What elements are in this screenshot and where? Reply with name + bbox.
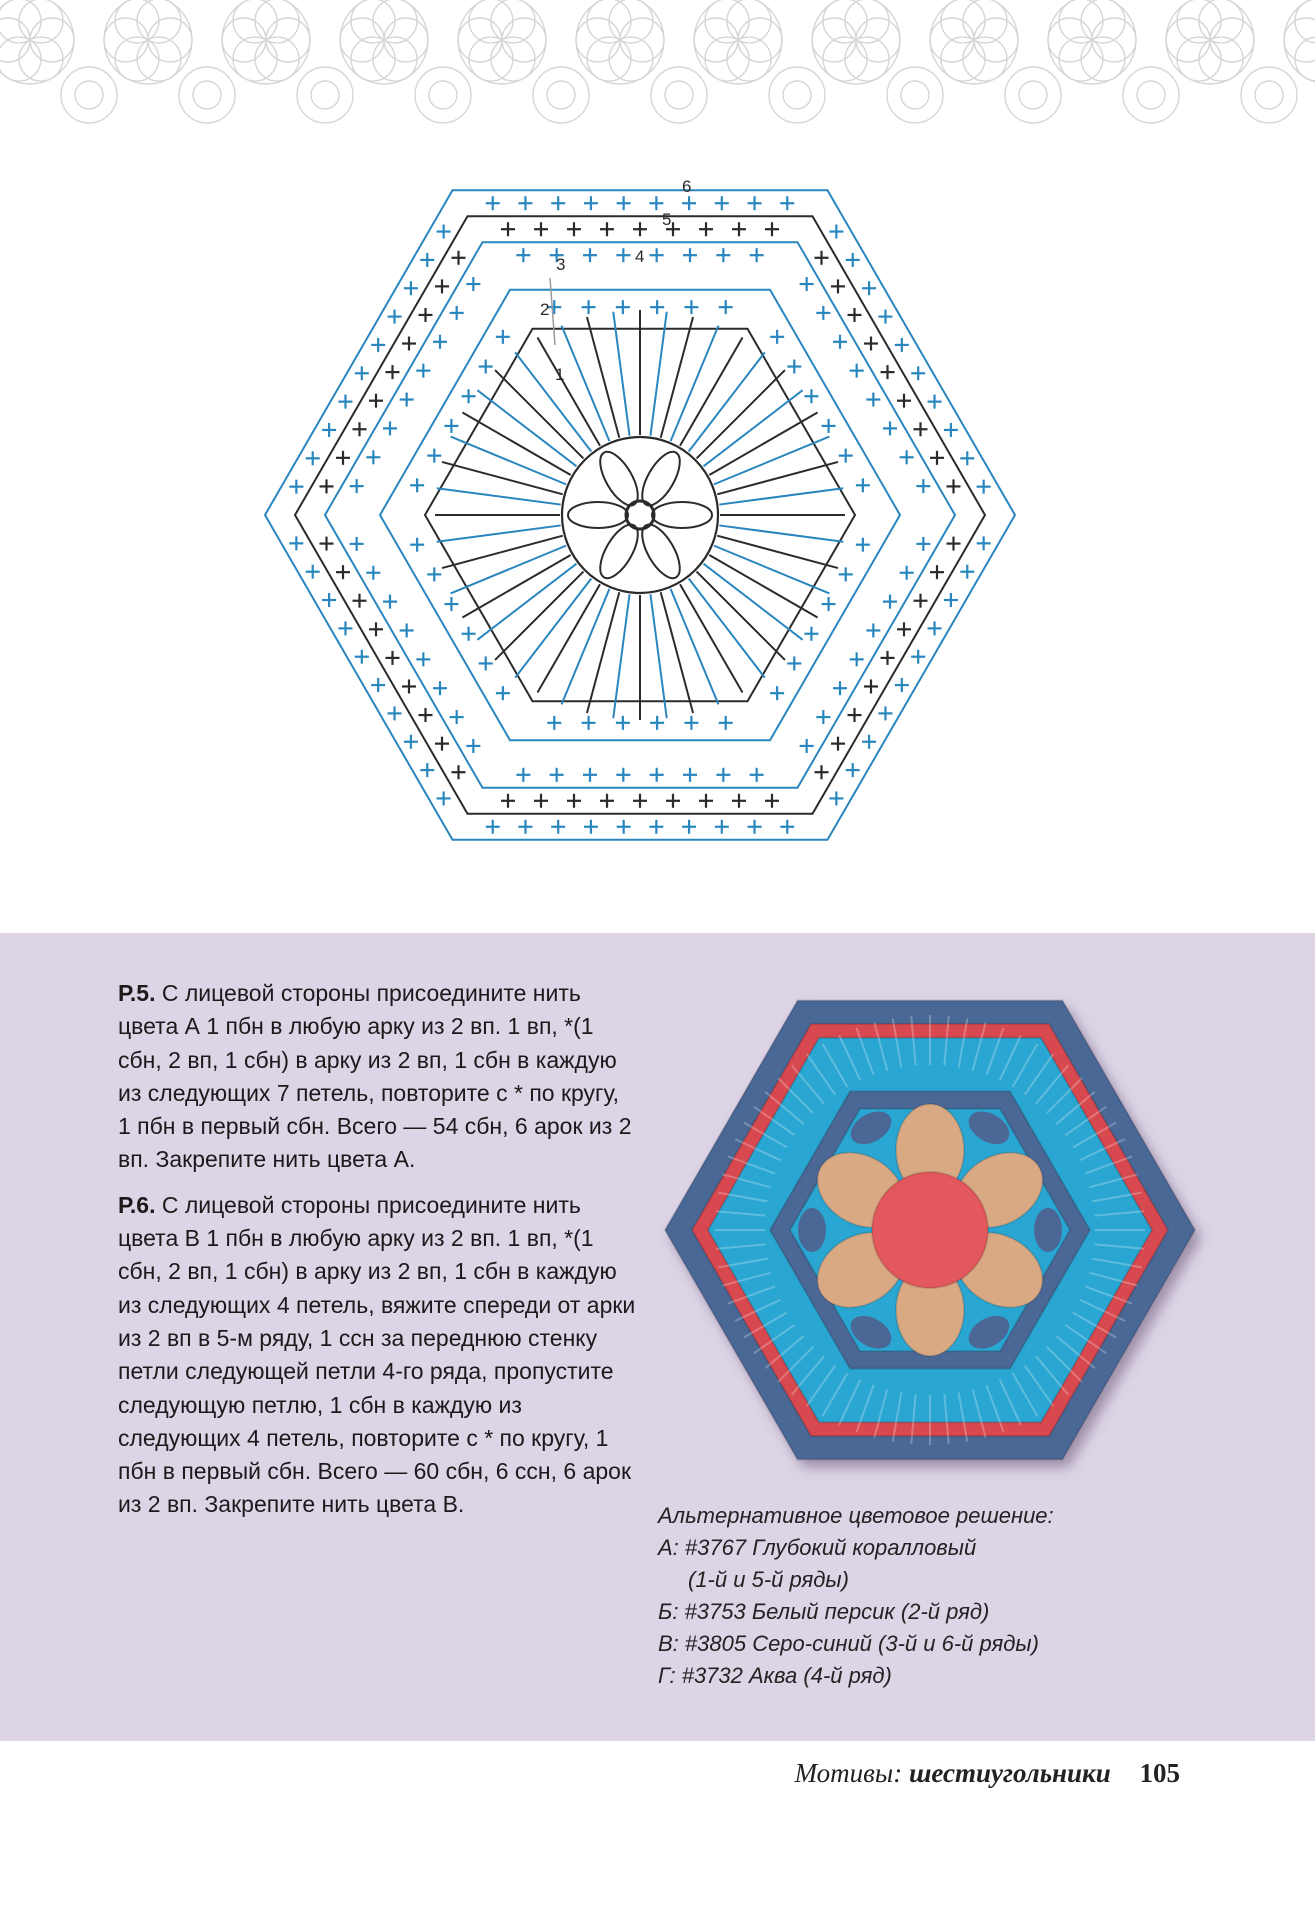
hexagon-chart-svg: [250, 170, 1030, 870]
row-number-label: 3: [556, 255, 566, 274]
row-number-label: 5: [662, 210, 672, 229]
decorative-lace-header: [0, 0, 1315, 128]
row-number-label: 4: [635, 247, 645, 266]
lace-pattern: [0, 0, 1315, 128]
row-number-label: 1: [555, 365, 565, 384]
lace-motifs: [0, 0, 1315, 123]
crocheted-hexagon-image: [640, 975, 1220, 1485]
alternative-line: Б: #3753 Белый персик (2-й ряд): [658, 1599, 990, 1624]
row-number-label: 6: [682, 177, 692, 196]
row-6-label: Р.6.: [118, 1191, 156, 1218]
row-5-text: С лицевой стороны присоедините нить цвета А 1 пбн в любую арку из 2 вп. 1 вп, *(1 сбн, 2 вп, 1 сбн) в арку из 2 вп, 1 сбн в каждую из следующих 7 петель, повторите с * по кругу, 1 пбн в первый сбн. Всего — 54 сбн, 6 арок из 2 вп. Закрепите нить цвета А.: [118, 980, 632, 1173]
alternative-line: (1-й и 5-й ряды): [688, 1567, 849, 1592]
row-6-instruction: [118, 1189, 638, 1522]
motif-photo: [640, 975, 1220, 1485]
footer-category: Мотивы:: [794, 1758, 903, 1788]
row-number-label: 2: [540, 300, 550, 319]
chart-center-ring: [562, 437, 718, 593]
alternative-line: А: #3767 Глубокий коралловый: [658, 1535, 977, 1560]
page-number: 105: [1139, 1758, 1180, 1788]
row-5-label: Р.5.: [118, 980, 156, 1006]
alternative-line: Г: #3732 Аква (4-й ряд): [658, 1663, 892, 1688]
crochet-chart: [250, 170, 1030, 870]
footer-section: шестиугольники: [908, 1758, 1111, 1788]
alternative-colorway: [658, 1500, 1218, 1692]
motif-center: [872, 1172, 988, 1288]
row-5-instruction: [118, 977, 638, 1177]
alternative-title: Альтернативное цветовое решение:: [658, 1503, 1054, 1528]
row-6-text: С лицевой стороны присоедините нить цвета В 1 пбн в любую арку из 2 вп. 1 вп, *(1 сбн, 2 вп, 1 сбн) в арку из 2 вп, 1 сбн в каждую из следующих 4 петель, вяжите спереди от арки из 2 вп в 5-м ряду, 1 ссн за переднюю стенку петли следующей петли 4-го ряда, пропустите следующую петлю, 1 сбн в каждую из следующих 4 петель, повторите с * по кругу, 1 пбн в первый сбн. Всего — 60 сбн, 6 ссн, 6 арок из 2 вп. Закрепите нить цвета В.: [118, 1191, 636, 1518]
row-instructions: [118, 977, 638, 1534]
page-footer: [730, 1758, 1180, 1789]
alternative-line: В: #3805 Серо-синий (3-й и 6-й ряды): [658, 1631, 1039, 1656]
